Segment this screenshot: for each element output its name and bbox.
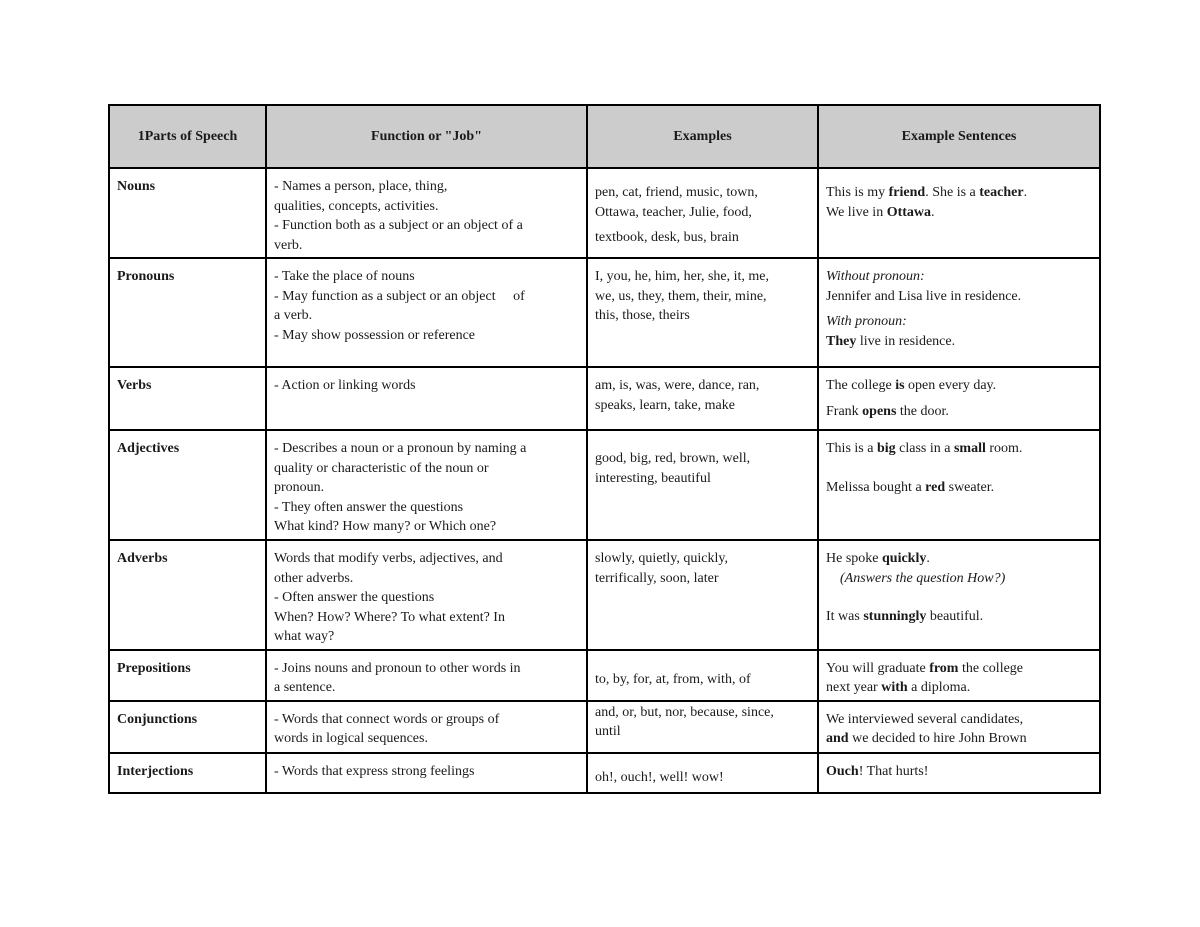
example-sentence: Frank opens the door. — [826, 403, 949, 419]
function-line: a sentence. — [274, 680, 336, 695]
examples-cell — [587, 650, 818, 701]
function-line: - Action or linking words — [274, 378, 416, 393]
sentences-cell — [818, 430, 1100, 540]
sentences-cell — [818, 650, 1100, 701]
examples-line: oh!, ouch!, well! wow! — [595, 769, 724, 785]
parts-of-speech-table — [108, 104, 1101, 794]
example-sentence: He spoke quickly. — [826, 551, 930, 566]
function-line: - Words that express strong feelings — [274, 763, 475, 779]
adverb-note: (Answers the question How?) — [840, 570, 1006, 586]
example-sentence: You will graduate from the college — [826, 660, 1024, 676]
function-line: - Joins nouns and pronoun to other words in — [274, 660, 521, 676]
function-line: - May show possession or reference — [274, 327, 475, 343]
example-sentence: The college is open every day. — [826, 378, 997, 393]
examples-line: we, us, they, them, their, mine, — [595, 288, 767, 304]
examples-line: slowly, quietly, quickly, — [595, 551, 728, 566]
examples-line: am, is, was, were, dance, ran, — [595, 378, 760, 393]
function-line: what way? — [274, 629, 335, 644]
sentences-cell — [818, 367, 1100, 430]
examples-line: interesting, beautiful — [595, 470, 711, 486]
function-line: What kind? How many? or Which one? — [274, 519, 497, 534]
function-line: words in logical sequences. — [274, 731, 428, 746]
examples-line: textbook, desk, bus, brain — [595, 230, 739, 245]
examples-cell — [587, 701, 818, 753]
function-line: - Function both as a subject or an object of a — [274, 218, 523, 233]
function-cell — [266, 430, 587, 540]
pos-name: Adverbs — [109, 540, 266, 650]
table-row-nouns — [109, 168, 1100, 258]
sentences-cell — [818, 701, 1100, 753]
function-cell — [266, 650, 587, 701]
example-sentence: Ouch! That hurts! — [826, 763, 929, 779]
function-line: - Take the place of nouns — [274, 269, 415, 284]
function-line: verb. — [274, 237, 303, 253]
examples-line: speaks, learn, take, make — [595, 397, 735, 413]
pos-name: Prepositions — [109, 650, 266, 701]
example-sentence: This is a big class in a small room. — [826, 441, 1023, 456]
example-sentence: They live in residence. — [826, 333, 956, 349]
pos-name: Interjections — [109, 753, 266, 793]
table-row-pronouns — [109, 258, 1100, 367]
table-row-adjectives — [109, 430, 1100, 540]
example-sentence: next year with a diploma. — [826, 680, 971, 695]
document-page — [108, 104, 1099, 794]
function-line: - Describes a noun or a pronoun by naming a — [274, 441, 527, 456]
examples-cell — [587, 168, 818, 258]
function-cell — [266, 701, 587, 753]
pos-name: Verbs — [109, 367, 266, 430]
pos-name: Adjectives — [109, 430, 266, 540]
examples-line: terrifically, soon, later — [595, 570, 719, 586]
examples-cell — [587, 367, 818, 430]
table-row-prepositions — [109, 650, 1100, 701]
function-cell — [266, 168, 587, 258]
function-line: other adverbs. — [274, 570, 354, 586]
examples-line: and, or, but, nor, because, since, — [595, 704, 774, 720]
function-line: quality or characteristic of the noun or — [274, 460, 489, 476]
example-sentence: We live in Ottawa. — [826, 204, 935, 220]
function-line: - Words that connect words or groups of — [274, 711, 500, 727]
example-sentence: We interviewed several candidates, — [826, 711, 1024, 727]
function-line: qualities, concepts, activities. — [274, 198, 439, 214]
with-pronoun-label: With pronoun: — [826, 314, 907, 329]
examples-cell — [587, 258, 818, 367]
function-line: Words that modify verbs, adjectives, and — [274, 551, 503, 566]
function-cell — [266, 540, 587, 650]
examples-line: until — [595, 724, 621, 739]
sentences-cell — [818, 168, 1100, 258]
sentences-cell — [818, 258, 1100, 367]
examples-line: good, big, red, brown, well, — [595, 451, 751, 466]
header-row — [109, 105, 1100, 168]
example-sentence: and we decided to hire John Brown — [826, 731, 1027, 746]
function-cell — [266, 753, 587, 793]
function-line: pronoun. — [274, 480, 325, 495]
example-sentence: This is my friend. She is a teacher. — [826, 185, 1028, 200]
sentences-cell — [818, 540, 1100, 650]
pos-name: Pronouns — [109, 258, 266, 367]
table-row-interjections — [109, 753, 1100, 793]
examples-line: I, you, he, him, her, she, it, me, — [595, 269, 770, 284]
function-line: When? How? Where? To what extent? In — [274, 609, 505, 625]
sentences-cell — [818, 753, 1100, 793]
pos-name: Conjunctions — [109, 701, 266, 753]
example-sentence: Jennifer and Lisa live in residence. — [826, 288, 1022, 304]
header-function: Function or "Job" — [266, 105, 587, 168]
examples-line: to, by, for, at, from, with, of — [595, 671, 751, 687]
function-line: a verb. — [274, 308, 313, 323]
table-row-verbs — [109, 367, 1100, 430]
examples-line: pen, cat, friend, music, town, — [595, 185, 758, 200]
examples-cell — [587, 430, 818, 540]
header-example-sentences: Example Sentences — [818, 105, 1100, 168]
examples-cell — [587, 540, 818, 650]
header-parts-of-speech: 1Parts of Speech — [109, 105, 266, 168]
function-line: - Names a person, place, thing, — [274, 179, 448, 194]
header-examples: Examples — [587, 105, 818, 168]
pos-name: Nouns — [109, 168, 266, 258]
table-row-conjunctions — [109, 701, 1100, 753]
function-line: - They often answer the questions — [274, 499, 464, 515]
function-line: - May function as a subject or an object of — [274, 288, 525, 304]
function-cell — [266, 367, 587, 430]
example-sentence: It was stunningly beautiful. — [826, 609, 984, 624]
function-cell — [266, 258, 587, 367]
without-pronoun-label: Without pronoun: — [826, 269, 925, 284]
table-row-adverbs — [109, 540, 1100, 650]
examples-cell — [587, 753, 818, 793]
function-line: - Often answer the questions — [274, 590, 435, 605]
example-sentence: Melissa bought a red sweater. — [826, 479, 995, 495]
examples-line: Ottawa, teacher, Julie, food, — [595, 204, 752, 220]
examples-line: this, those, theirs — [595, 308, 690, 323]
